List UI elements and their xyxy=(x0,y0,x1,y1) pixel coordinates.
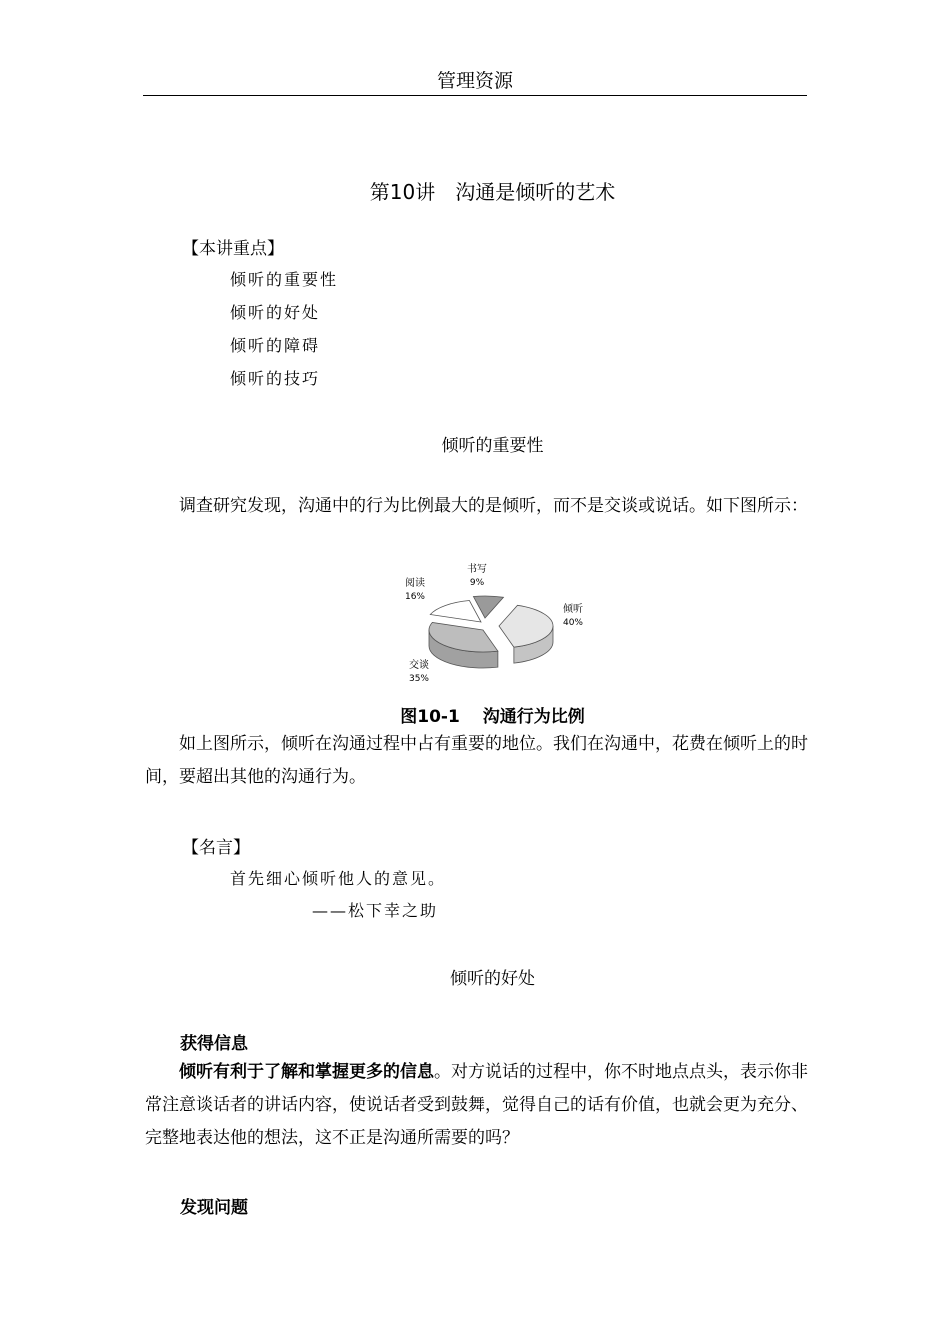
section-heading-benefits: 倾听的好处 xyxy=(450,969,535,989)
key-point-item: 倾听的好处 xyxy=(230,303,321,322)
pie-value-label: 9% xyxy=(469,578,485,588)
key-points-heading: 【本讲重点】 xyxy=(182,239,284,259)
communication-pie-chart xyxy=(395,560,595,692)
key-point-item: 倾听的重要性 xyxy=(230,270,339,289)
paragraph-intro: 调查研究发现，沟通中的行为比例最大的是倾听，而不是交谈或说话。如下图所示： xyxy=(179,496,808,516)
section-heading-importance: 倾听的重要性 xyxy=(441,436,544,456)
quote-heading: 【名言】 xyxy=(182,838,250,858)
subheading-find-problems: 发现问题 xyxy=(180,1198,248,1218)
figure-caption: 图10-1 沟通行为比例 xyxy=(400,707,585,727)
pie-slice-3 xyxy=(430,601,481,622)
key-point-item: 倾听的障碍 xyxy=(230,336,321,355)
paragraph-rest: 。对方说话的过程中，你不时地点点头，表示你非常注意谈话者的讲话内容，使说话者受到鼓舞，觉得自己的话有价值，也就会更为充分、完整地表达他的想法，这不正是沟通所需要的吗？ xyxy=(145,1062,808,1148)
lecture-title: 第10讲 沟通是倾听的艺术 xyxy=(369,180,616,204)
quote-text: 首先细心倾听他人的意见。 xyxy=(230,869,447,888)
pie-category-label: 交谈 xyxy=(409,660,429,671)
pie-value-label: 16% xyxy=(404,592,426,602)
pie-category-label: 书写 xyxy=(467,564,487,575)
paragraph-bold-lead: 倾听有利于了解和掌握更多的信息 xyxy=(179,1062,434,1082)
paragraph-benefits xyxy=(145,1056,810,1155)
pie-category-label: 倾听 xyxy=(563,604,583,615)
page-header-title: 管理资源 xyxy=(436,70,513,92)
key-point-item: 倾听的技巧 xyxy=(230,369,321,388)
pie-category-label: 阅读 xyxy=(405,578,425,589)
paragraph-after-chart: 如上图所示，倾听在沟通过程中占有重要的地位。我们在沟通中，花费在倾听上的时间，要超出其他的沟通行为。 xyxy=(145,734,808,787)
pie-slices xyxy=(429,596,553,668)
quote-author: ——松下幸之助 xyxy=(312,901,439,920)
subheading-get-info: 获得信息 xyxy=(180,1034,248,1054)
pie-value-label: 35% xyxy=(408,674,430,684)
pie-slice-4 xyxy=(473,596,503,618)
pie-value-label: 40% xyxy=(562,618,584,628)
header-divider xyxy=(143,95,807,96)
